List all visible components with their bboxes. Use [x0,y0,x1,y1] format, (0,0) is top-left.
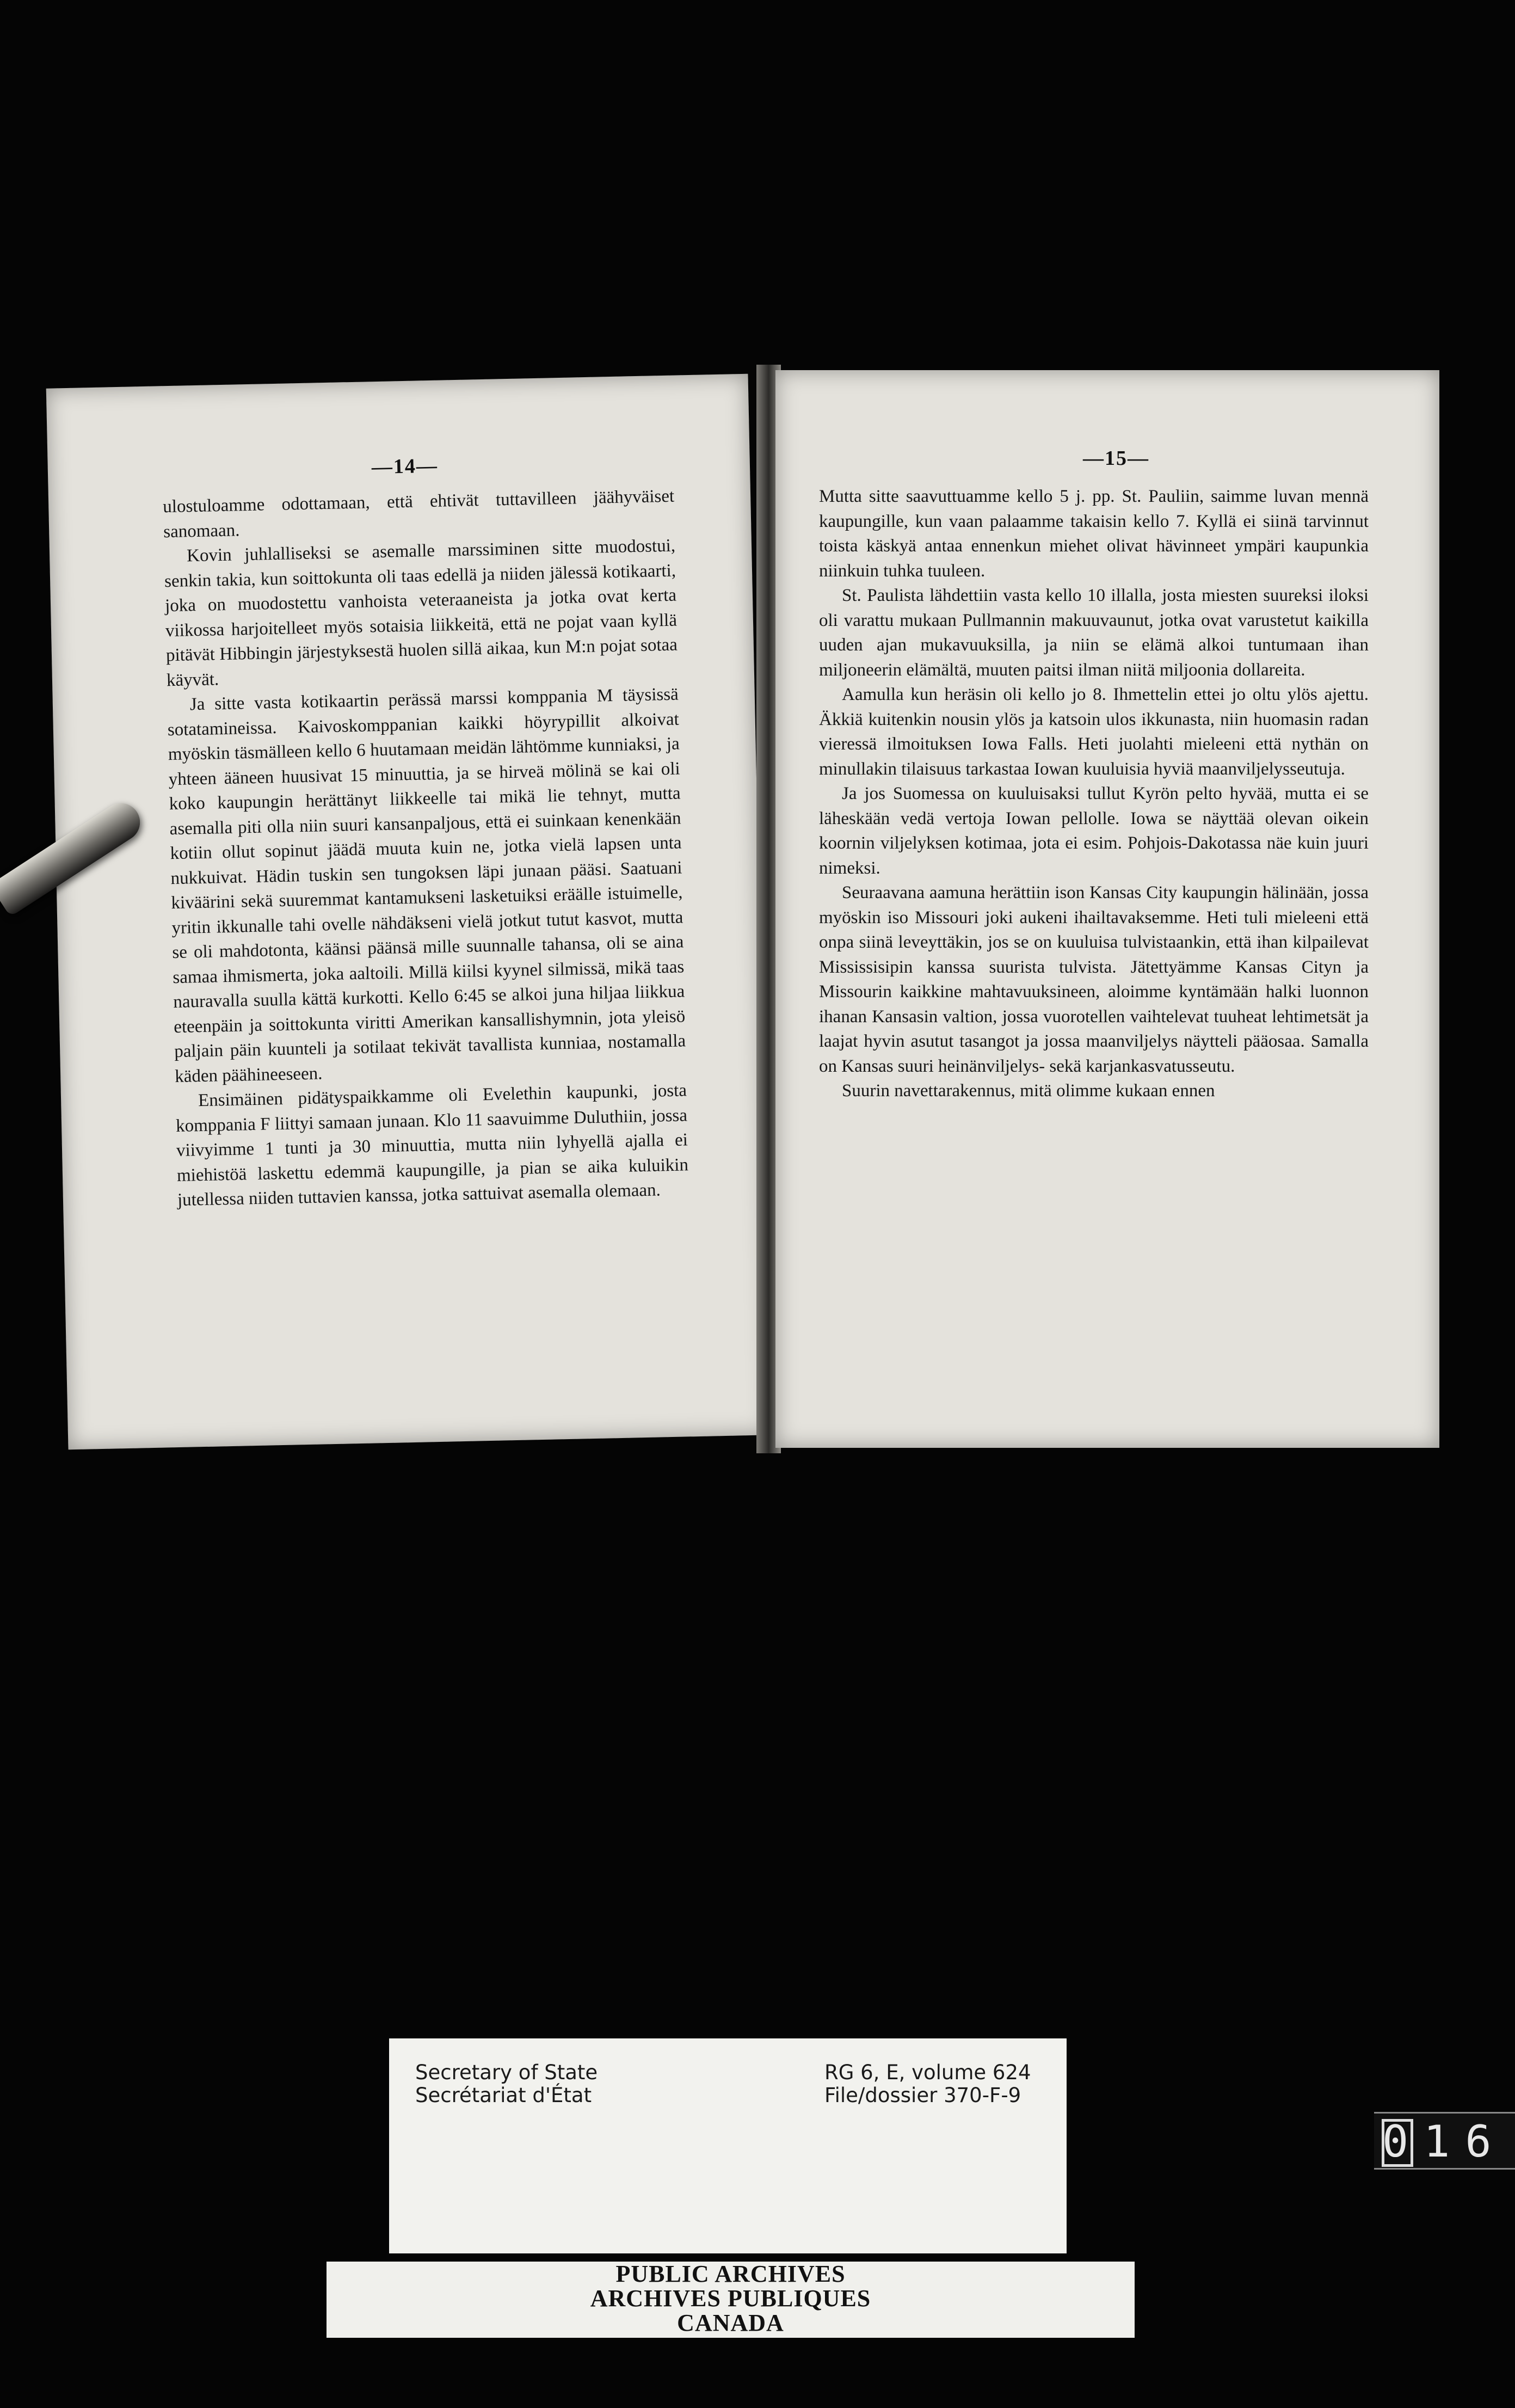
left-page-text [163,484,689,1213]
paragraph: Ja sitte vasta kotikaartin perässä marssi komppania M täysissä sotatamineissa. Kaivoskomppanian kaikki höyrypillit alkoivat myöskin täsmälleen kello 6 huutamaan meidän lähtömme kunniaksi, ja yhteen ääneen huusivat 15 minuuttia, ja se hirveä mölinä se kai oli koko kaupungin herättänyt liikkeelle tai mikä lie tehnyt, mutta asemalla piti olla niin suuri kansanpaljous, että ei suinkaan kenenkään kotiin ollut sopinut jäädä muuta kuin ne, jotka vielä lapsen unta nukkuivat. Hädin tuskin sen tungoksen läpi junaan pääsi. Saatuani kiväärini sekä suuremmat kantamukseni lasketuiksi eräälle istuimelle, yritin ikkunalle tahi ovelle nähdäkseni vielä jotkut tutut kasvot, mutta se oli mahdotonta, käänsi päänsä mille suunnalle tahansa, oli se aina samaa ihmismerta, joka aaltoili. Millä kiilsi kyynel silmissä, mikä taas nauravalla suulla kättä kurkotti. Kello 6:45 se alkoi juna hiljaa liikkua eteenpäin ja soittokunta viritti Amerikan kansallishymnin, jota yleisö paljain päin kuunteli ja sotilaat tekivät tavallista kunniaa, nostamalla käden päähineeseen. [167,684,686,1086]
paragraph: Ja jos Suomessa on kuuluisaksi tullut Kyrön pelto hyvää, mutta ei se läheskään vedä vertoja Iowan pellolle. Iowa se näyttää olevan oikein koornin viljelyksen kotimaa, jota ei esim. Pohjois-Dakotassa näe kuin juuri nimeksi. [819,784,1369,878]
file-dossier: File/dossier 370-F-9 [824,2084,1021,2107]
frame-number: 016 [1382,2116,1507,2167]
right-page-number: —15— [1083,447,1149,470]
left-page [46,374,771,1450]
paragraph: Mutta sitte saavuttuamme kello 5 j. pp. St. Pauliin, saimme luvan mennä kaupungille, kun vaan palaamme takaisin kello 7. Kyllä ei siinä tarvinnut toista käskyä antaa ennenkun miehet olivat hävinneet ympäri kaupunkia niinkuin tuhka tuuleen. [819,487,1369,581]
paragraph: Ensimäinen pidätyspaikkamme oli Evelethin kaupunki, josta komppania F liittyi samaan junaan. Klo 11 saavuimme Duluthiin, jossa viivyimme 1 tunti ja 30 minuuttia, mutta niin lyhyellä ajalla ei miehistöä laskettu edemmä kaupungille, ja pian se aika kuluikin jutellessa niiden tuttavien kanssa, jotka sattuivat asemalla olemaan. [175,1080,689,1210]
department-fr: Secrétariat d'État [415,2084,592,2107]
archives-line-country: CANADA [677,2309,784,2336]
paragraph: St. Paulista lähdettiin vasta kello 10 illalla, josta miesten suureksi iloksi oli varattu mukaan Pullmannin makuuvaunut, jotka ovat varustetut kaikilla uuden ajan mukavuuksilla, ja niin se elämä alkoi tuntumaan ihan miljoneerin elämältä, muuten paitsi ilman niitä miljoonia dollareita. [819,586,1369,680]
paragraph: Kovin juhlalliseksi se asemalle marssiminen sitte muodostui, senkin takia, kun soittokunta oli taas edellä ja niiden jälessä kotikaarti, joka on muodostettu vanhoista veteraaneista ja jotka ovat kerta viikossa harjoitelleet myös sotaisia liikkeitä, että ne pojat vaan kyllä pitävät Hibbingin järjestyksestä huolen sillä aikaa, kun M:n pojat sotaa käyvät. [164,536,678,690]
reference-label [824,2061,1031,2107]
archive-reference-label [389,2038,1067,2253]
archives-line-en: PUBLIC ARCHIVES [615,2260,846,2287]
right-page [775,370,1439,1448]
paragraph: Aamulla kun heräsin oli kello jo 8. Ihmettelin ettei jo oltu ylös ajettu. Äkkiä kuitenkin nousin ylös ja katsoin ulos ikkunasta, niin huomasin radan vieressä ilmoituksen Iowa Falls. Heti juolahti mieleeni että nythän on minullakin tilaisuus tarkastaa Iowan kuuluisia hyviä maanviljelysseutuja. [819,685,1369,779]
archives-line-fr: ARCHIVES PUBLIQUES [590,2285,871,2312]
paragraph: Suurin navettarakennus, mitä olimme kukaan ennen [842,1081,1215,1101]
left-page-number: —14— [371,454,439,479]
right-page-text [819,484,1369,1104]
record-group: RG 6, E, volume 624 [824,2061,1031,2084]
department-label [415,2061,598,2107]
frame-counter [1374,2112,1515,2170]
public-archives-stamp [327,2262,1135,2338]
paragraph: ulostuloamme odottamaan, että ehtivät tuttavilleen jäähyväiset sanomaan. [162,486,675,542]
department-en: Secretary of State [415,2061,598,2084]
paragraph: Seuraavana aamuna herättiin ison Kansas City kaupungin hälinään, jossa myöskin iso Missouri joki aukeni ihailtavaksemme. Heti tuli mieleeni että onpa siinä leveyttäkin, jos se on kuuluisa tulvistaankin, että ihan kilpailevat Mississisipin kanssa suurista tulvista. Jätettyämme Kansas Cityn ja Missourin kaikkine mahtavuuksineen, aloimme kyntämään halki luonnon ihanan Kansasin valtion, jossa vuorotellen vaihtelevat tuuheat lehtimetsät ja laajat hyvin asutut tasangot ja jossa maanviljelys näytteli pääosaa. Samalla on Kansas suuri heinänviljelys- sekä karjankasvatusseutu. [819,883,1369,1076]
open-book [57,365,1445,1461]
